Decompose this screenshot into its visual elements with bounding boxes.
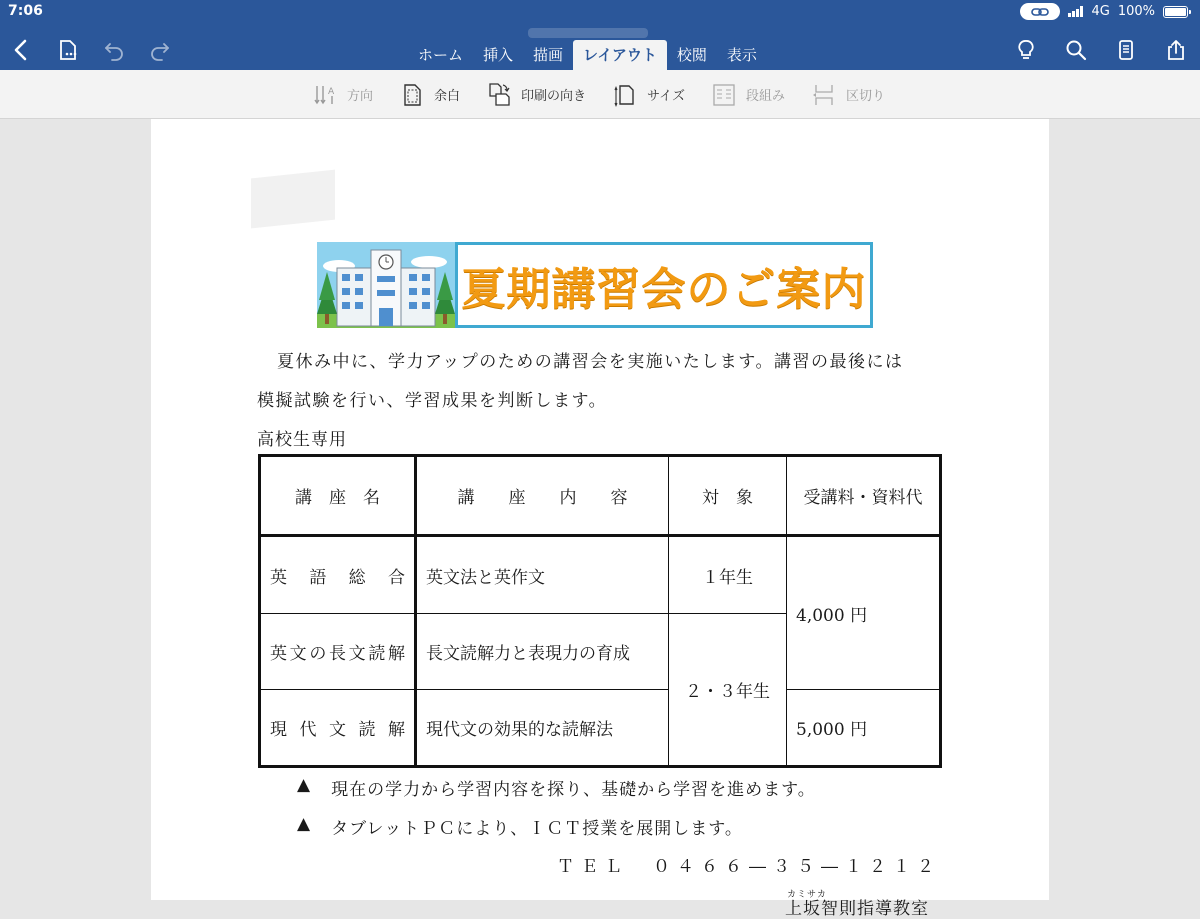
orientation-icon [486, 82, 512, 108]
margins-icon [399, 82, 425, 108]
share-icon[interactable] [1164, 36, 1188, 64]
bullet-item [297, 775, 816, 800]
table-row [260, 536, 941, 614]
grade-cell: １年生 [669, 536, 787, 614]
col-header-target: 対 象 [669, 456, 787, 536]
tab-view[interactable]: 表示 [726, 46, 757, 64]
telephone-number: ＴＥＬ ０４６６―３５―１２１２ [557, 857, 941, 877]
tab-insert[interactable]: 挿入 [483, 46, 514, 64]
svg-text:A: A [328, 86, 335, 97]
tab-draw[interactable]: 描画 [533, 46, 564, 64]
document-page[interactable] [151, 119, 1049, 919]
course-content: 現代文の効果的な読解法 [416, 690, 669, 767]
document-title-redacted [528, 28, 648, 38]
file-menu-icon[interactable] [56, 36, 80, 64]
col-header-content: 講 座 内 容 [416, 456, 669, 536]
network-type: 4G [1091, 4, 1110, 19]
organization-name: 上坂智則指導教室 [785, 899, 929, 919]
breaks-icon [811, 82, 837, 108]
course-name: 英文の長文読解 [270, 644, 405, 664]
triangle-bullet-icon: ▲ [297, 814, 312, 834]
fee-cell: 5,000 円 [787, 690, 941, 767]
col-header-course-name: 講 座 名 [260, 456, 416, 536]
text-direction-label: 方向 [347, 89, 374, 104]
layout-ribbon [0, 70, 1200, 119]
margins-button[interactable] [399, 82, 460, 108]
breaks-label: 区切り [846, 89, 886, 104]
cell-signal-icon [1068, 6, 1083, 17]
lightbulb-icon[interactable] [1014, 36, 1038, 64]
status-indicators [1020, 3, 1188, 20]
breaks-button[interactable] [811, 82, 885, 108]
size-button[interactable] [612, 82, 685, 108]
back-icon[interactable] [10, 36, 34, 64]
columns-icon [711, 82, 737, 108]
intro-paragraph-line1: 夏休み中に、学力アップのための講習会を実施いたします。講習の最後には [277, 352, 904, 372]
battery-percent: 100% [1117, 4, 1155, 19]
mobile-view-icon[interactable] [1114, 36, 1138, 64]
bullet-text: 現在の学力から学習内容を探り、基礎から学習を進めます。 [331, 780, 816, 800]
tab-home[interactable]: ホーム [418, 46, 464, 64]
tab-layout[interactable]: レイアウト [573, 40, 667, 70]
name-ruby: カミサカ [787, 890, 827, 900]
ribbon-tabs [408, 40, 767, 70]
link-icon [1020, 3, 1060, 20]
course-content: 英文法と英作文 [416, 536, 669, 614]
page-size-icon [612, 82, 638, 108]
tab-review[interactable]: 校閲 [676, 46, 707, 64]
battery-icon [1163, 6, 1188, 18]
search-icon[interactable] [1064, 36, 1088, 64]
margins-label: 余白 [434, 89, 461, 104]
grade-cell: ２・３年生 [669, 614, 787, 767]
columns-button[interactable] [711, 82, 785, 108]
course-table [258, 454, 942, 768]
redo-icon[interactable] [148, 36, 172, 64]
text-direction-icon [312, 82, 338, 108]
col-header-fee: 受講料・資料代 [787, 456, 941, 536]
orientation-label: 印刷の向き [521, 89, 587, 104]
text-direction-button[interactable] [312, 82, 373, 108]
redacted-area [251, 170, 335, 229]
course-name-cell [260, 614, 416, 690]
fee-cell: 4,000 円 [787, 536, 941, 690]
undo-icon[interactable] [102, 36, 126, 64]
size-label: サイズ [647, 89, 686, 104]
course-name: 現代文読解 [270, 720, 405, 740]
table-header-row [260, 456, 941, 536]
app-header [0, 0, 1200, 70]
status-time: 7:06 [8, 3, 43, 19]
intro-paragraph-line2: 模擬試験を行い、学習成果を判断します。 [257, 391, 608, 411]
course-name-cell [260, 690, 416, 767]
columns-label: 段組み [746, 89, 786, 104]
banner-title: 夏期講習会のご案内 [455, 242, 873, 328]
target-audience-label: 高校生専用 [257, 430, 347, 450]
bullet-item [297, 814, 743, 839]
table-row [260, 690, 941, 767]
school-building-illustration [317, 242, 455, 328]
orientation-button[interactable] [486, 82, 586, 108]
course-name: 英語総合 [270, 567, 405, 588]
course-name-cell [260, 536, 416, 614]
course-content: 長文読解力と表現力の育成 [416, 614, 669, 690]
title-banner [317, 242, 873, 328]
triangle-bullet-icon: ▲ [297, 775, 312, 795]
bullet-text: タブレットＰＣにより、ＩＣＴ授業を展開します。 [331, 819, 743, 839]
